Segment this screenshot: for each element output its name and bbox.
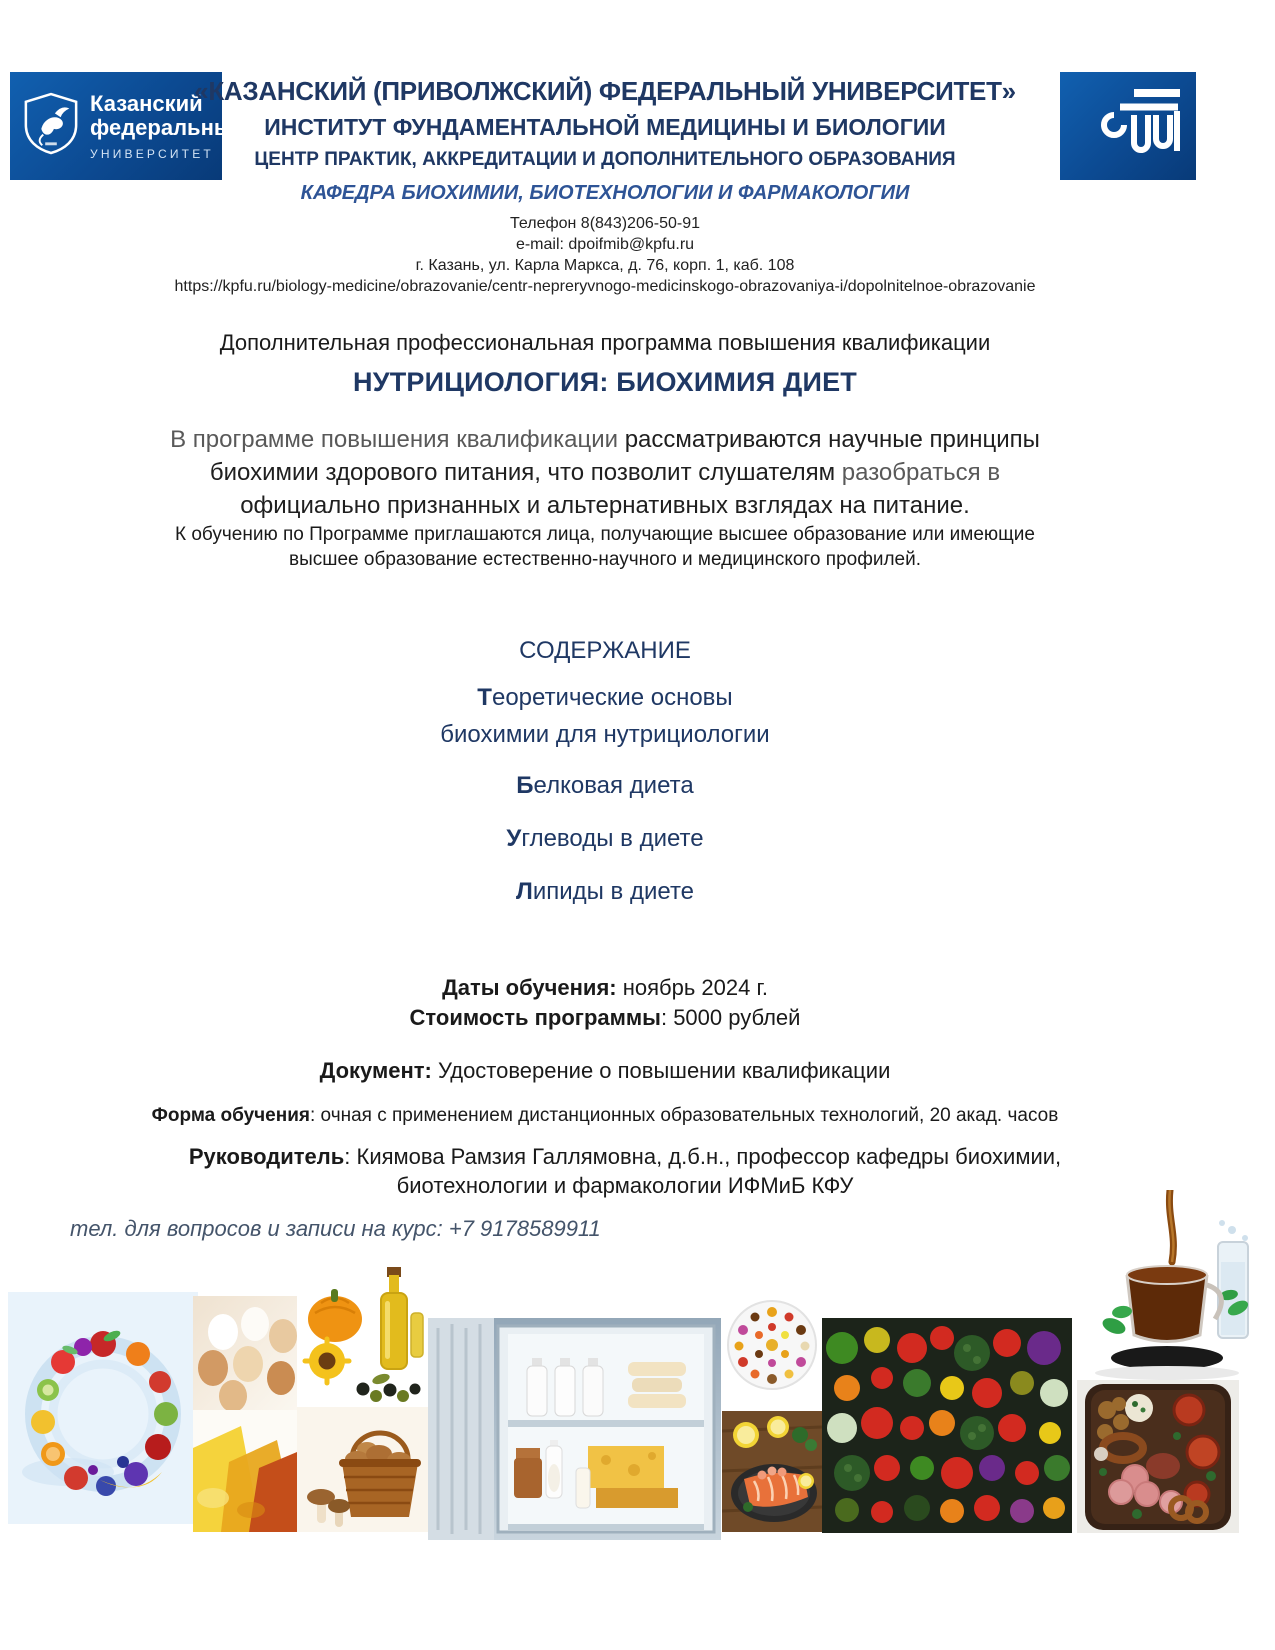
logo-word-2: федеральный	[90, 114, 247, 140]
contacts-block	[0, 213, 1210, 297]
head-line: Руководитель: Киямова Рамзия Галлямовна, д.б.н., профессор кафедры биохимии, биотехнологии и фармакологии ИФМиБ КФУ	[188, 1144, 1062, 1198]
photo-salmon-dish	[722, 1411, 822, 1532]
description-part: официально признанных и альтернативных взглядах на питание.	[240, 492, 970, 519]
header-titles	[0, 76, 1210, 171]
contact-phone: Телефон 8(843)206-50-91	[509, 215, 700, 232]
description-part: В программе повышения квалификации	[170, 426, 625, 453]
contact-url: https://kpfu.ru/biology-medicine/obrazovanie/centr-nepreryvnogo-medicinskogo-obrazovaniya-i/dopolnitelnoe-obrazovanie	[174, 278, 1036, 295]
photo-protein-powders	[193, 1410, 297, 1532]
contents-item-carbs: Углеводы в диете	[506, 825, 704, 852]
program-description	[145, 423, 1065, 522]
photo-fridge-dairy	[428, 1318, 721, 1540]
contents-item-theory: Теоретические основы биохимии для нутрициологии	[440, 684, 770, 748]
cost-line: Стоимость программы: 5000 рублей	[409, 1005, 801, 1030]
contents-heading: СОДЕРЖАНИЕ	[519, 637, 691, 664]
logo-word-1: Казанский	[90, 90, 203, 116]
center-title: ЦЕНТР ПРАКТИК, АККРЕДИТАЦИИ И ДОПОЛНИТЕЛЬНОГО ОБРАЗОВАНИЯ	[254, 149, 956, 170]
photo-meat-platter	[1077, 1380, 1239, 1533]
program-title: НУТРИЦИОЛОГИЯ: БИОХИМИЯ ДИЕТ	[353, 367, 857, 397]
invitation-text: К обучению по Программе приглашаются лица, получающие высшее образование или имеющие высшее образование естественно-научного и медицинского профилей.	[175, 524, 1035, 570]
photo-mushroom-basket	[297, 1407, 428, 1532]
format-line: Форма обучения: очная с применением дистанционных образовательных технологий, 20 акад. часов	[151, 1105, 1059, 1126]
photo-vegetables	[822, 1318, 1072, 1533]
photo-fruits-water-splash	[8, 1292, 198, 1524]
document-line: Документ: Удостоверение о повышении квалификации	[319, 1058, 891, 1083]
photo-tea-and-water	[1072, 1190, 1258, 1380]
logo-word-3: УНИВЕРСИТЕТ	[90, 146, 214, 161]
phone-note: тел. для вопросов и записи на курс: +7 9178589911	[70, 1216, 601, 1241]
institute-title: ИНСТИТУТ ФУНДАМЕНТАЛЬНОЙ МЕДИЦИНЫ И БИОЛОГИИ	[264, 114, 946, 140]
dates-line: Даты обучения: ноябрь 2024 г.	[442, 975, 768, 1000]
contact-email: e-mail: dpoifmib@kpfu.ru	[515, 236, 695, 253]
contents-item-lipids: Липиды в диете	[515, 878, 695, 905]
contact-address: г. Казань, ул. Карла Маркса, д. 76, корп. 1, каб. 108	[415, 257, 795, 274]
photo-eggs	[193, 1296, 297, 1410]
photo-sweets-plate	[722, 1283, 822, 1411]
description-part: разобраться в	[841, 459, 1001, 486]
department-title: КАФЕДРА БИОХИМИИ, БИОТЕХНОЛОГИИ И ФАРМАКОЛОГИИ	[300, 182, 910, 204]
university-title: «КАЗАНСКИЙ (ПРИВОЛЖСКИЙ) ФЕДЕРАЛЬНЫЙ УНИВЕРСИТЕТ»	[194, 76, 1016, 106]
photo-oils-pumpkin-olives	[297, 1255, 428, 1407]
description-part: рассматриваются научные принципы биохимии здорового питания, что позволит слушателям	[209, 426, 1040, 486]
program-kind: Дополнительная профессиональная программа повышения квалификации	[219, 330, 991, 355]
contents-item-protein: Белковая диета	[516, 772, 694, 799]
